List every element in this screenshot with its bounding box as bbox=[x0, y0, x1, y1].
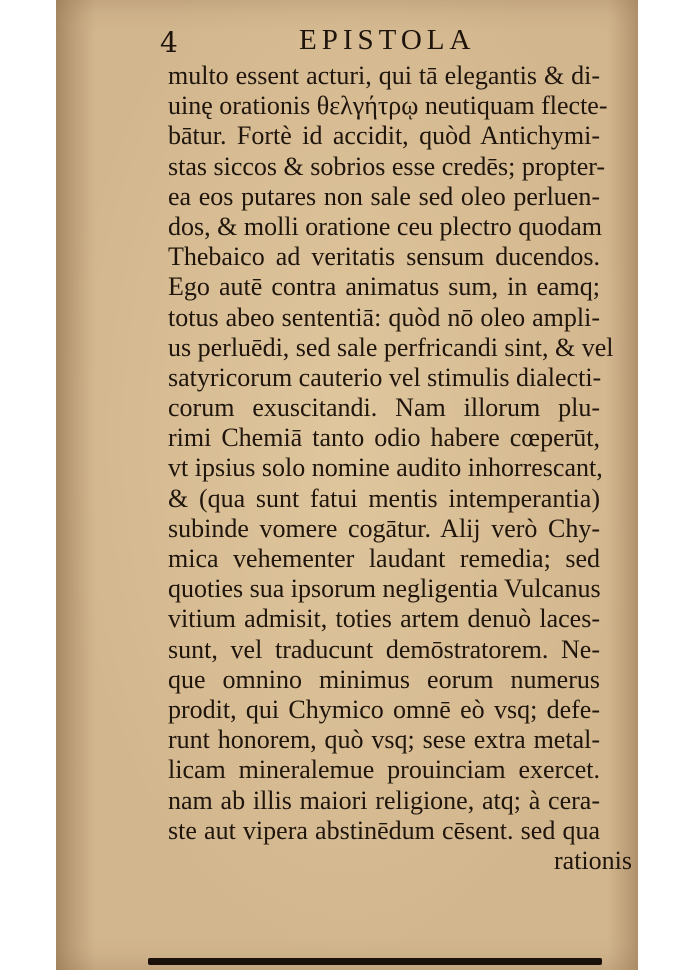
text-line: licam mineralemue prouinciam exercet. bbox=[168, 755, 600, 785]
text-line: vitium admisit, toties artem denuò laces- bbox=[168, 604, 600, 634]
text-line: subinde vomere cogātur. Alij verò Chy- bbox=[168, 513, 600, 543]
text-line: corum exuscitandi. Nam illorum plu- bbox=[168, 393, 600, 423]
text-line: vt ipsius solo nomine audito inhorrescant, bbox=[168, 453, 603, 483]
bottom-rule bbox=[148, 958, 602, 965]
text-line: sunt, vel traducunt demōstratorem. Ne- bbox=[168, 634, 600, 664]
text-line: totus abeo sententiā: quòd nō oleo ampli- bbox=[168, 302, 600, 332]
text-line: ea eos putares non sale sed oleo perluen- bbox=[168, 181, 600, 211]
text-line: Thebaico ad veritatis sensum ducendos. bbox=[168, 242, 600, 272]
book-page bbox=[56, 0, 638, 970]
text-line: bātur. Fortè id accidit, quòd Antichymi- bbox=[168, 121, 600, 151]
text-line: mica vehementer laudant remedia; sed bbox=[168, 544, 600, 573]
catchword: rationis bbox=[554, 846, 632, 875]
text-line: nam ab illis maiori religione, atq; à cera- bbox=[168, 785, 600, 815]
text-line: satyricorum cauterio vel stimulis dialecti- bbox=[168, 362, 602, 392]
text-line: uinę orationis θελγήτρῳ neutiquam flecte- bbox=[168, 91, 608, 121]
text-line: runt honorem, quò vsq; sese extra metal- bbox=[168, 725, 600, 755]
text-line: dos, & molli oratione ceu plectro quodam bbox=[168, 211, 602, 241]
page-number: 4 bbox=[160, 26, 178, 59]
text-line: us perluēdi, sed sale perfricandi sint, & vel bbox=[168, 332, 614, 362]
text-line: que omnino minimus eorum numerus bbox=[168, 664, 600, 694]
running-head: EPISTOLA bbox=[299, 24, 476, 56]
text-line: multo essent acturi, qui tā elegantis & di- bbox=[168, 61, 600, 90]
text-line: stas siccos & sobrios esse credēs; propter- bbox=[168, 151, 606, 181]
text-line: quoties sua ipsorum negligentia Vulcanus bbox=[168, 574, 601, 604]
body-text bbox=[168, 61, 614, 846]
text-line: prodit, qui Chymico omnē eò vsq; defe- bbox=[168, 694, 600, 724]
text-line: & (qua sunt fatui mentis intemperantia) bbox=[168, 483, 600, 513]
text-line: Ego autē contra animatus sum, in eamq; bbox=[168, 272, 600, 302]
text-line: rimi Chemiā tanto odio habere cœperūt, bbox=[168, 423, 600, 453]
page-header bbox=[56, 22, 638, 62]
text-line: ste aut vipera abstinēdum cēsent. sed qua bbox=[168, 815, 600, 845]
